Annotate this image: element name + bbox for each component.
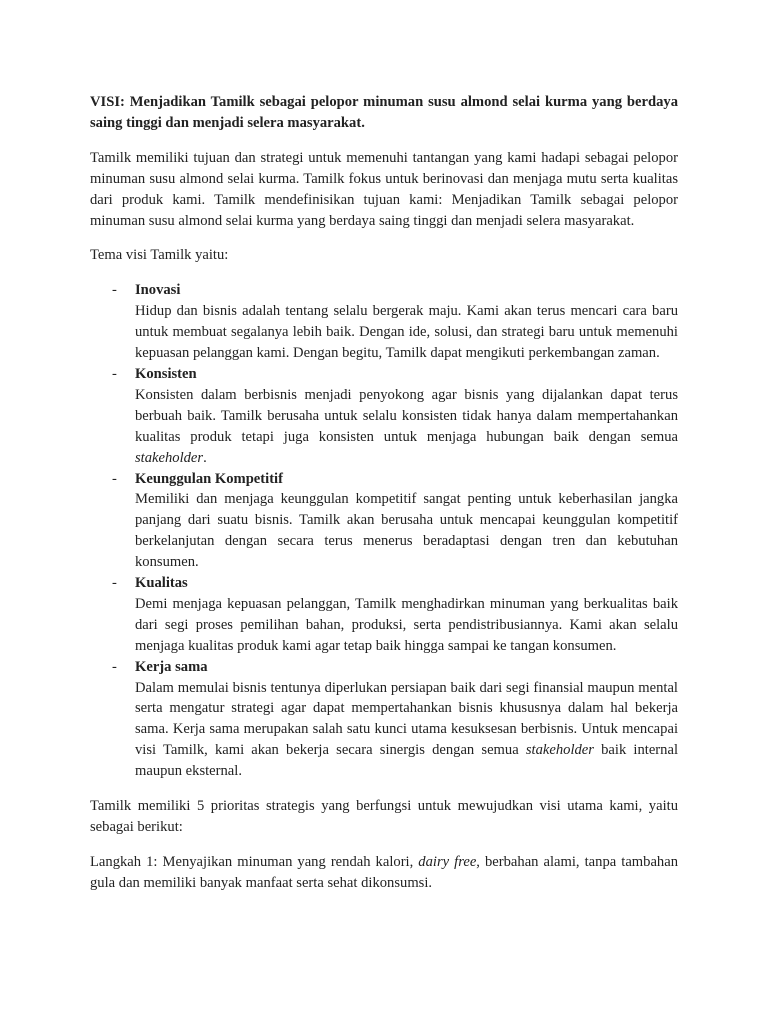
theme-title: Inovasi — [135, 282, 181, 299]
theme-item-kerja-sama — [90, 657, 678, 782]
theme-body: Demi menjaga kepuasan pelanggan, Tamilk menghadirkan minuman yang berkualitas baik dari segi proses pemilihan bahan, produksi, serta pendistribusiannya. Kami akan selalu menjaga kualitas produk kami agar tetap baik hingga sampai ke tangan konsumen. — [135, 595, 678, 654]
theme-item-inovasi — [90, 280, 678, 364]
theme-body-text: Konsisten dalam berbisnis menjadi penyokong agar bisnis yang dijalankan dapat terus berbuah baik. Tamilk berusaha untuk selalu konsisten tidak hanya dalam mempertahankan kualitas produk tetapi juga konsisten untuk menjaga hubungan baik dengan semua — [135, 386, 678, 445]
theme-item-konsisten — [90, 364, 678, 469]
theme-title: Keunggulan Kompetitif — [135, 470, 283, 487]
vision-statement: VISI: Menjadikan Tamilk sebagai pelopor minuman susu almond selai kurma yang berdaya saing tinggi dan menjadi selera masyarakat. — [90, 94, 678, 131]
list-bullet: - — [112, 575, 117, 592]
step-1-text-end: , berbahan alami, tanpa tambahan gula dan memiliki banyak manfaat serta sehat dikonsumsi. — [90, 853, 678, 891]
theme-body-italic: stakeholder — [135, 449, 204, 466]
theme-body-text-end: . — [203, 449, 207, 466]
theme-body-text: Dalam memulai bisnis tentunya diperlukan persiapan baik dari segi finansial maupun mental serta mengatur strategi agar dapat mempertahankan bisnis khususnya dalam hal bekerja sama. Kerja sama merupakan salah satu kunci utama kesuksesan berbisnis. Untuk mencapai visi Tamilk, kami akan bekerja secara sinergis dengan semua — [135, 679, 678, 759]
intro-paragraph: Tamilk memiliki tujuan dan strategi untuk memenuhi tantangan yang kami hadapi sebagai pelopor minuman susu almond selai kurma. Tamilk fokus untuk berinovasi dan menjaga mutu serta kualitas dari produk kami. Tamilk mendefinisikan tujuan kami: Menjadikan Tamilk sebagai pelopor minuman susu almond selai kurma yang berdaya saing tinggi dan menjadi selera masyarakat. — [90, 149, 678, 229]
theme-body-italic: stakeholder — [525, 742, 594, 759]
theme-item-keunggulan-kompetitif — [90, 469, 678, 574]
theme-title: Konsisten — [135, 365, 197, 382]
document-page — [90, 92, 678, 894]
theme-body: Hidup dan bisnis adalah tentang selalu bergerak maju. Kami akan terus mencari cara baru untuk membuat segalanya lebih baik. Dengan ide, solusi, dan strategi baru untuk memenuhi kepuasan pelanggan kami. Dengan begitu, Tamilk dapat mengikuti perkembangan zaman. — [135, 303, 678, 362]
theme-list — [90, 280, 678, 782]
list-bullet: - — [112, 658, 117, 675]
list-bullet: - — [112, 365, 117, 382]
theme-title: Kerja sama — [135, 658, 208, 675]
theme-item-kualitas — [90, 573, 678, 657]
theme-body — [135, 678, 678, 783]
theme-body-text-end: baik internal maupun eksternal. — [135, 742, 678, 780]
theme-title: Kualitas — [135, 575, 188, 592]
step-1-italic: dairy free — [418, 853, 477, 870]
theme-body: Memiliki dan menjaga keunggulan kompetitif sangat penting untuk keberhasilan jangka panjang dari suatu bisnis. Tamilk akan berusaha untuk mencapai keunggulan kompetitif berkelanjutan dengan secara terus menerus beradaptasi dengan tren dan kebutuhan konsumen. — [135, 491, 678, 571]
list-bullet: - — [112, 282, 117, 299]
priorities-paragraph: Tamilk memiliki 5 prioritas strategis yang berfungsi untuk mewujudkan visi utama kami, yaitu sebagai berikut: — [90, 798, 678, 835]
list-bullet: - — [112, 470, 117, 487]
theme-heading: Tema visi Tamilk yaitu: — [90, 247, 229, 264]
theme-body — [135, 385, 678, 469]
step-1-paragraph — [90, 852, 678, 894]
step-1-text: Langkah 1: Menyajikan minuman yang rendah kalori, — [90, 853, 419, 870]
